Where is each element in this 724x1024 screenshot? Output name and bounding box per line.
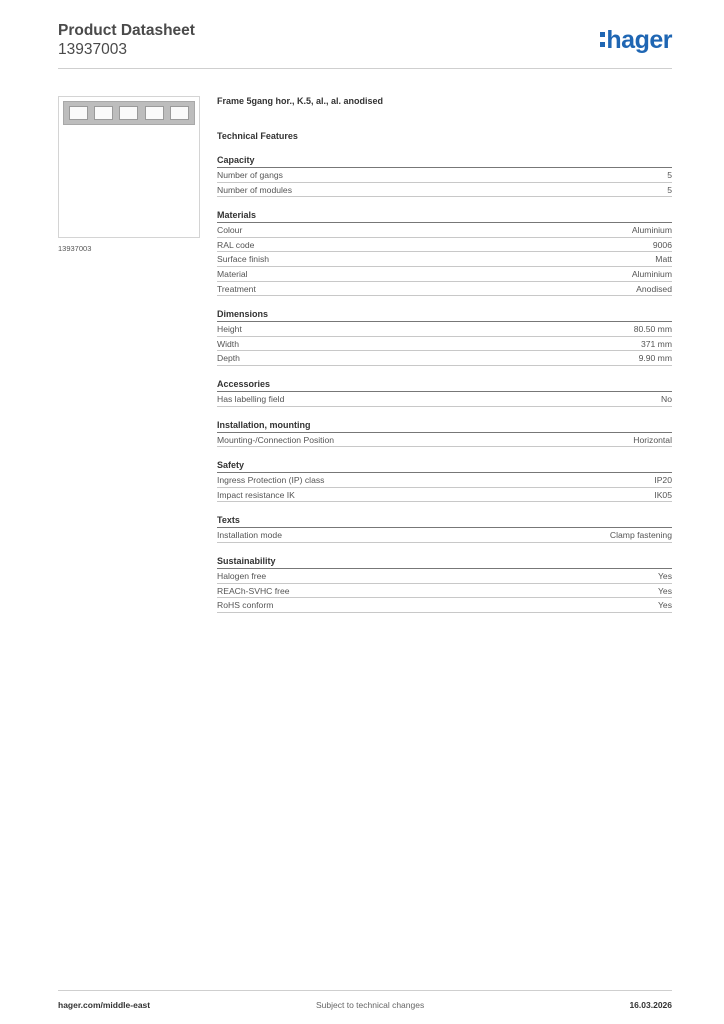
frame-opening — [94, 106, 113, 120]
section-heading: Capacity — [217, 154, 672, 168]
spec-value: No — [661, 393, 672, 404]
spec-row — [217, 168, 672, 183]
logo-text: hager — [606, 26, 672, 54]
page-title: Product Datasheet — [58, 22, 195, 39]
spec-row — [217, 473, 672, 488]
page-header — [58, 22, 672, 69]
product-image — [58, 96, 200, 238]
spec-value: Anodised — [636, 283, 672, 294]
frame-5gang-illustration — [63, 101, 195, 125]
logo-dots-icon — [600, 32, 605, 47]
spec-label: Halogen free — [217, 570, 267, 581]
section-heading: Installation, mounting — [217, 419, 672, 433]
section-heading: Safety — [217, 459, 672, 473]
section-heading: Materials — [217, 209, 672, 223]
spec-label: Height — [217, 324, 242, 335]
spec-value: Yes — [657, 570, 672, 581]
spec-label: Installation mode — [217, 530, 282, 541]
feature-section — [217, 378, 672, 407]
spec-value: Matt — [655, 254, 672, 265]
spec-value: 371 mm — [640, 338, 672, 349]
spec-value: Clamp fastening — [609, 530, 672, 541]
product-title: Frame 5gang hor., K.5, al., al. anodised — [217, 96, 384, 106]
spec-row — [217, 528, 672, 543]
frame-opening — [145, 106, 164, 120]
frame-opening — [170, 106, 189, 120]
spec-label: Mounting-/Connection Position — [217, 434, 335, 445]
spec-row — [217, 488, 672, 503]
footer-notice: Subject to technical changes — [316, 1000, 425, 1010]
spec-value: IK05 — [654, 489, 672, 500]
document-number: 13937003 — [58, 41, 127, 58]
section-heading: Sustainability — [217, 555, 672, 569]
spec-value: 9006 — [652, 239, 672, 250]
feature-section — [217, 209, 672, 296]
spec-value: 5 — [667, 184, 672, 195]
hager-logo — [600, 26, 672, 55]
spec-row — [217, 238, 672, 253]
spec-value: Yes — [657, 600, 672, 611]
spec-row — [217, 569, 672, 584]
spec-label: Surface finish — [217, 254, 270, 265]
page-footer — [58, 990, 672, 1015]
spec-label: Treatment — [217, 283, 256, 294]
feature-section — [217, 308, 672, 366]
section-heading: Dimensions — [217, 308, 672, 322]
product-image-caption: 13937003 — [58, 244, 92, 253]
spec-row — [217, 392, 672, 407]
spec-value: 5 — [667, 170, 672, 180]
spec-label: Depth — [217, 353, 240, 364]
feature-section — [217, 419, 672, 448]
section-heading: Accessories — [217, 378, 672, 392]
spec-label: Colour — [217, 225, 243, 236]
footer-website-link[interactable]: hager.com/middle-east — [58, 1000, 151, 1010]
datasheet-content — [217, 96, 672, 613]
spec-row — [217, 598, 672, 613]
spec-row — [217, 183, 672, 198]
spec-label: Ingress Protection (IP) class — [217, 475, 325, 486]
feature-section — [217, 514, 672, 543]
spec-row — [217, 351, 672, 366]
spec-label: Impact resistance IK — [217, 489, 295, 500]
spec-row — [217, 267, 672, 282]
spec-label: Width — [217, 338, 239, 349]
spec-label: REACh-SVHC free — [217, 585, 290, 596]
spec-value: Yes — [657, 585, 672, 596]
feature-section — [217, 154, 672, 197]
feature-section — [217, 555, 672, 613]
feature-sections — [217, 154, 672, 613]
spec-label: RoHS conform — [217, 600, 274, 611]
spec-row — [217, 223, 672, 238]
spec-label: Material — [217, 268, 248, 279]
spec-value: 80.50 mm — [633, 324, 672, 335]
spec-row — [217, 337, 672, 352]
spec-row — [217, 282, 672, 297]
spec-label: Number of gangs — [217, 170, 283, 180]
spec-value: 9.90 mm — [638, 353, 672, 364]
spec-label: RAL code — [217, 239, 255, 250]
spec-label: Has labelling field — [217, 393, 285, 404]
technical-features-heading: Technical Features — [217, 131, 298, 141]
spec-label: Number of modules — [217, 184, 292, 195]
frame-opening — [119, 106, 138, 120]
section-heading: Texts — [217, 514, 672, 528]
spec-value: Aluminium — [631, 225, 672, 236]
footer-date: 16.03.2026 — [629, 1000, 672, 1010]
spec-row — [217, 584, 672, 599]
spec-row — [217, 252, 672, 267]
spec-value: Horizontal — [633, 434, 672, 445]
frame-opening — [69, 106, 88, 120]
feature-section — [217, 459, 672, 502]
spec-value: IP20 — [654, 475, 672, 486]
spec-row — [217, 433, 672, 448]
spec-value: Aluminium — [631, 268, 672, 279]
spec-row — [217, 322, 672, 337]
